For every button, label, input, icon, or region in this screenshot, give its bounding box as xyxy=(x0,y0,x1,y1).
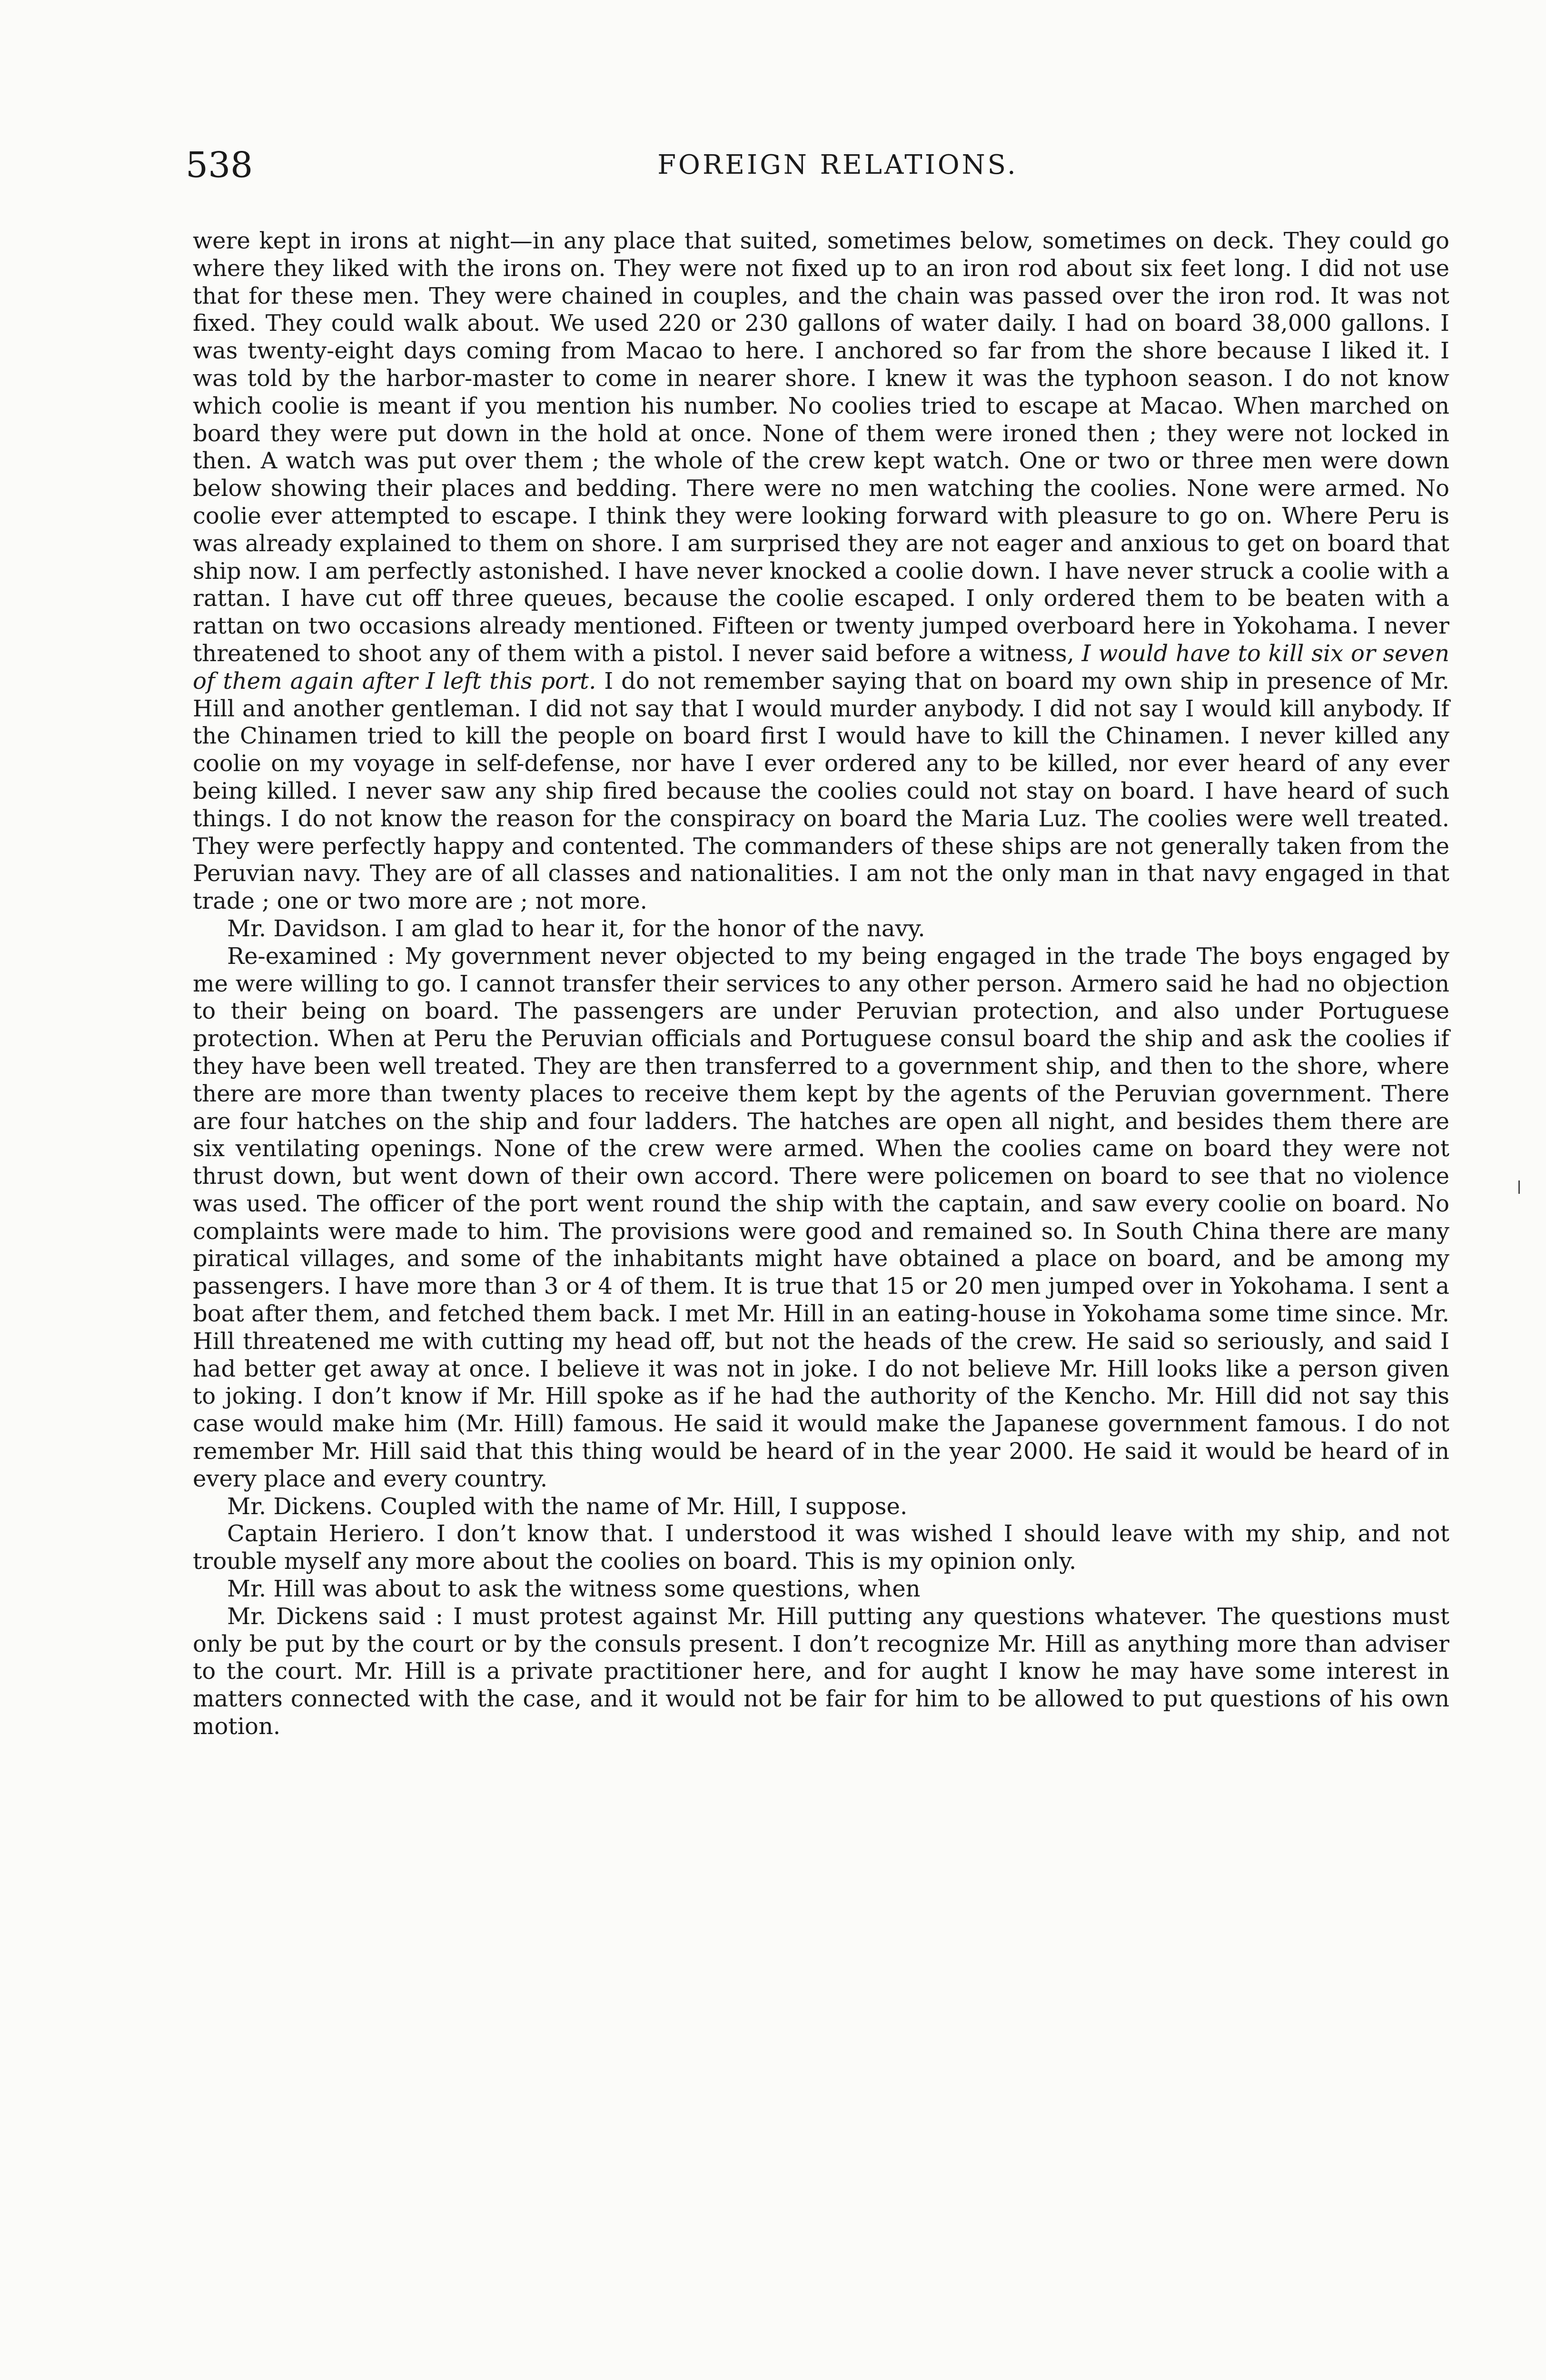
body-text xyxy=(193,228,1449,1741)
paragraph-captain-heriero: Captain Heriero. I don’t know that. I understood it was wished I should leave with my ship, and not trouble myself any more about the coolies on board. This is my opinion only. xyxy=(193,1520,1449,1575)
quoted-statement: I would have to kill six or seven of them again after I left this port. xyxy=(193,640,1449,694)
testimony-text-part-1: were kept in irons at night—in any place that suited, sometimes below, sometimes on deck. They could go where they liked with the irons on. They were not fixed up to an iron rod about six feet long. I did not use that for these men. They were chained in couples, and the chain was passed over the iron rod. It was not fixed. They could walk about. We used 220 or 230 gallons of water daily. I had on board 38,000 gallons. I was twenty-eight days coming from Macao to here. I anchored so far from the shore because I liked it. I was told by the harbor-master to come in nearer shore. I knew it was the typhoon season. I do not know which coolie is meant if you mention his number. No coolies tried to escape at Macao. When marched on board they were put down in the hold at once. None of them were ironed then ; they were not locked in then. A watch was put over them ; the whole of the crew kept watch. One or two or three men were down below showing their places and bedding. There were no men watching the coolies. None were armed. No coolie ever attempted to escape. I think they were looking forward with pleasure to go on. Where Peru is was already explained to them on shore. I am surprised they are not eager and anxious to get on board that ship now. I am perfectly astonished. I have never knocked a coolie down. I have never struck a coolie with a rattan. I have cut off three queues, because the coolie escaped. I only ordered them to be beaten with a rattan on two occasions already mentioned. Fifteen or twenty jumped overboard here in Yokohama. I never threatened to shoot any of them with a pistol. I never said before a witness, xyxy=(193,228,1449,667)
paragraph-testimony xyxy=(193,228,1449,915)
testimony-text-part-2: I do not remember saying that on board my own ship in presence of Mr. Hill and another gentleman. I did not say that I would murder anybody. I did not say I would kill anybody. If the Chinamen tried to kill the people on board first I would have to kill the Chinamen. I never killed any coolie on my voyage in self-defense, nor have I ever ordered any to be killed, nor ever heard of any ever being killed. I never saw any ship fired because the coolies could not stay on board. I have heard of such things. I do not know the reason for the conspiracy on board the Maria Luz. The coolies were well treated. They were perfectly happy and contented. The commanders of these ships are not generally taken from the Peruvian navy. They are of all classes and nationalities. I am not the only man in that navy engaged in that trade ; one or two more are ; not more. xyxy=(193,667,1450,915)
paragraph-dickens-protest: Mr. Dickens said : I must protest against Mr. Hill putting any questions whatever. The questions must only be put by the court or by the consuls present. I don’t recognize Mr. Hill as anything more than adviser to the court. Mr. Hill is a private practitioner here, and for aught I know he may have some interest in matters connected with the case, and it would not be fair for him to be allowed to put questions of his own motion. xyxy=(193,1603,1449,1740)
page-number: 538 xyxy=(186,145,253,186)
running-head xyxy=(186,139,1490,191)
paragraph-davidson: Mr. Davidson. I am glad to hear it, for the honor of the navy. xyxy=(227,915,925,942)
paragraph-hill-questions: Mr. Hill was about to ask the witness some questions, when xyxy=(227,1576,921,1603)
running-title: FOREIGN RELATIONS. xyxy=(657,149,1018,180)
paragraph-dickens-remark: Mr. Dickens. Coupled with the name of Mr. Hill, I suppose. xyxy=(227,1493,908,1520)
paragraph-re-examined: Re-examined : My government never objected to my being engaged in the trade The boys engaged by me were willing to go. I cannot transfer their services to any other person. Armero said he had no objection to their being on board. The passengers are under Peruvian protection, and also under Portuguese protection. When at Peru the Peruvian officials and Portuguese consul board the ship and ask the coolies if they have been well treated. They are then transferred to a government ship, and then to the shore, where there are more than twenty places to receive them kept by the agents of the Peruvian government. There are four hatches on the ship and four ladders. The hatches are open all night, and besides them there are six ventilating openings. None of the crew were armed. When the coolies came on board they were not thrust down, but went down of their own accord. There were policemen on board to see that no violence was used. The officer of the port went round the ship with the captain, and saw every coolie on board. No complaints were made to him. The provisions were good and remained so. In South China there are many piratical villages, and some of the inhabitants might have obtained a place on board, and be among my passengers. I have more than 3 or 4 of them. It is true that 15 or 20 men jumped over in Yokohama. I sent a boat after them, and fetched them back. I met Mr. Hill in an eating-house in Yokohama some time since. Mr. Hill threatened me with cutting my head off, but not the heads of the crew. He said so seriously, and said I had better get away at once. I believe it was not in joke. I do not believe Mr. Hill looks like a person given to joking. I don’t know if Mr. Hill spoke as if he had the authority of the Kencho. Mr. Hill did not say this case would make him (Mr. Hill) famous. He said it would make the Japanese government famous. I do not remember Mr. Hill said that this thing would be heard of in the year 2000. He said it would be heard of in every place and every country. xyxy=(193,942,1449,1492)
margin-mark xyxy=(1518,1180,1520,1194)
